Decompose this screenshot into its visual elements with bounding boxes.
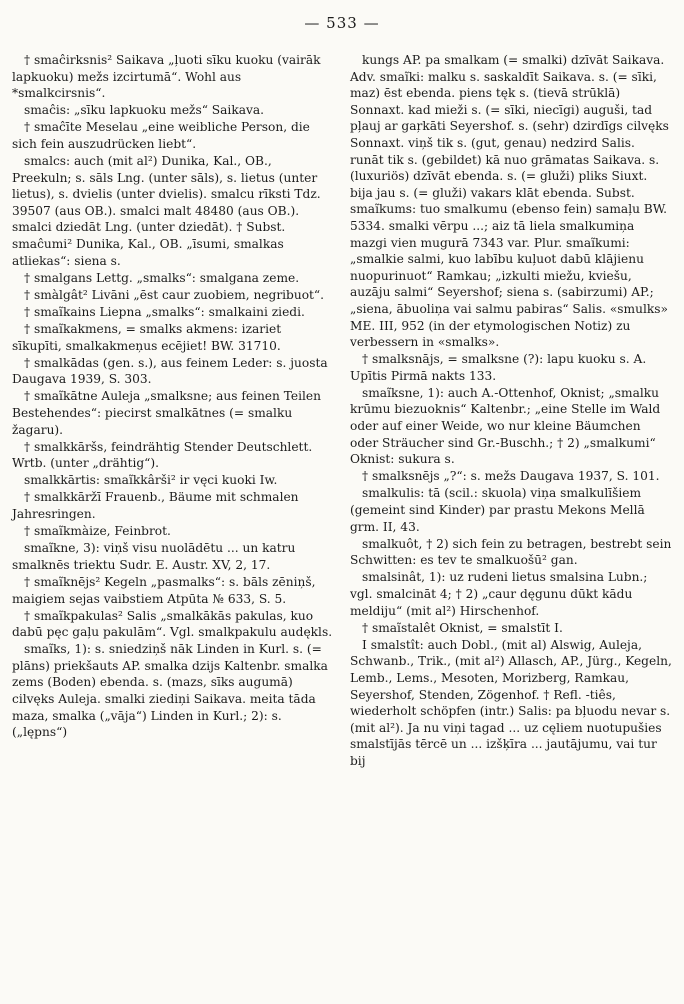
dictionary-entry: † smaĩkpakulas² Salis „smalkākās pakulas, kuo dabū pęc gaļu pakulām“. Vgl. smalkpakulu audękls. (12, 608, 333, 640)
dictionary-entry: I smalstît: auch Dobl., (mit al) Alswig, Auleja, Schwanb., Trik., (mit al²) Allasch, AP., Jürg., Kegeln, Lemb., Lems., Mesoten, Morizberg, Ramkau, Seyershof, Stenden, Zögenhof. † Refl. -tiês, wiederholt schöpfen (intr.) Salis: pa bļuodu nevar s. (mit al²). Ja nu viņi tagad ... uz cęliem nuotupušies smalstījās tērcē un ... izšķīra ... jautājumu, vai tur bij (350, 637, 672, 768)
dictionary-entry: smaĉis: „sīku lapkuoku mežs“ Saikava. (24, 103, 264, 118)
page-number: — 533 — (304, 14, 380, 32)
columns (12, 52, 672, 770)
dictionary-entry: † smalkkāršs, feindrähtig Stender Deutschlett. Wrtb. (unter „drähtig“). (12, 439, 313, 471)
right-column (350, 52, 672, 770)
dictionary-entry: smalkuôt, † 2) sich fein zu betragen, bestrebt sein Schwitten: es tev te smalkuošū² gan. (350, 536, 672, 568)
dictionary-entry: † smaĩkakmens, = smalks akmens: izariet sīkupīti, smalkakmeņus ecējiet! BW. 31710. (12, 322, 282, 353)
dictionary-entry: smaĩkne, 3): viņš visu nuolādētu ... un katru smalknēs triektu Sudr. E. Austr. XV, 2, 17. (12, 541, 296, 572)
dictionary-entry: † smaĉīte Meselau „eine weibliche Person, die sich fein auszudrücken liebt“. (12, 120, 310, 151)
dictionary-entry: † smalksnājs, = smalksne (?): lapu kuoku s. A. Upītis Pirmā nakts 133. (350, 352, 647, 383)
dictionary-entry: smalkkārtis: smaĩkkârši² ir vęci kuoki Iw. (24, 473, 278, 488)
dictionary-entry: † smalgans Lettg. „smalks“: smalgana zeme. (24, 270, 300, 285)
dictionary-entry: † smalkkāržī Frauenb., Bäume mit schmalen Jahresringen. (12, 490, 299, 522)
dictionary-entry: smalsinât, 1): uz rudeni lietus smalsina Lubn.; vgl. smalcināt 4; † 2) „caur dęgunu dūkt kādu meldiju“ (mit al²) Hirschenhof. (350, 570, 648, 618)
dictionary-entry: † smaĩknējs² Kegeln „pasmalks“: s. bāls zēniņš, maigiem sejas vaibstiem Atpūta № 633, S. 5. (12, 574, 316, 606)
dictionary-entry: smalkulis: tā (scil.: skuola) viņa smalkulīšiem (gemeint sind Kinder) par prastu Mekons Mellā grm. II, 43. (350, 486, 645, 534)
dictionary-entry: † smalksnējs „?“: s. mežs Daugava 1937, S. 101. (362, 469, 660, 484)
dictionary-entry: † smaĩstalêt Oknist, = smalstīt I. (362, 620, 563, 635)
dictionary-entry: † smaĩkmàize, Feinbrot. (24, 524, 171, 539)
dictionary-entry: smalcs: auch (mit al²) Dunika, Kal., OB., Preekuln; s. sāls Lng. (unter sāls), s. lietus (unter lietus), s. dvielis (unter dvielis). smalcu rīksti Tdz. 39507 (aus OB.). smalci malt 48480 (aus OB.). smalci dziedāt Lng. (unter dziedāt). † Subst. smaĉumi² Dunika, Kal., OB. „īsumi, smalkas atliekas“: siena s. (12, 154, 321, 268)
dictionary-entry: † smaĩkains Liepna „smalks“: smalkaini ziedi. (24, 304, 305, 319)
left-column (12, 52, 338, 770)
dictionary-entry: † smaĉirksnis² Saikava „ļuoti sīku kuoku (vairāk lapkuoku) mežs izcirtumā“. Wohl aus *smalkcirsnis“. (12, 53, 321, 101)
dictionary-entry: smaĩksne, 1): auch A.-Ottenhof, Oknist; „smalku krūmu biezuoknis“ Kaltenbr.; „eine Stelle im Wald oder auf einer Weide, wo nur kleine Bäumchen oder Sträucher sind Gr.-Buschh.; † 2) „smalkumi“ Oknist: sukura s. (350, 385, 661, 467)
dictionary-entry: kungs AP. pa smalkam (= smalki) dzīvāt Saikava. Adv. smaĩki: malku s. saskaldīt Saikava. s. (= sīki, maz) ēst ebenda. piens tęk s. (tievā strūklā) Sonnaxt. kad mieži s. (= sīki, niecīgi) auguši, tad pļauj ar gaŗkāti Seyershof. s. (sehr) dzirdīgs cilvęks Sonnaxt. viņš tik s. (gut, genau) nedzird Salis. runāt tik s. (gebildet) kā nuo grāmatas Saikava. s. (luxuriös) dzīvāt ebenda. s. (= gluži) pliks Siuxt. bija jau s. (= gluži) vakars klāt ebenda. Subst. smaĩkums: tuo smalkumu (ebenso fein) samaļu BW. 5334. smalki vērpu ...; aiz tā liela smalkumiņa mazgi vien mugurā 7343 var. Plur. smaĩkumi: „smalkie salmi, kuo labību kuļuot dabū klājienu nuopurinuot“ Ramkau; „izkulti miežu, kviešu, auzāju salmi“ Seyershof; siena s. (sabirzumi) AP.; „siena, ābuoliņa vai salmu pabiras“ Salis. «smulks» ME. III, 952 (in der etymologischen Notiz) zu verbessern in «smalks». (350, 53, 669, 350)
dictionary-entry: † smaĩkātne Auleja „smalksne; aus feinen Teilen Bestehendes“: piecirst smalkātnes (= smalku žagaru). (12, 389, 321, 437)
dictionary-entry: † smalkādas (gen. s.), aus feinem Leder: s. juosta Daugava 1939, S. 303. (12, 355, 328, 387)
dictionary-entry: † smàlgât² Livāni „ēst caur zuobiem, negribuot“. (24, 287, 325, 302)
dictionary-entry: smaĩks, 1): s. sniedziņš nāk Linden in Kurl. s. (= plāns) priekšauts AP. smalka dzijs Kaltenbr. smalka zems (Boden) ebenda. s. (mazs, sīks augumā) cilvęks Auleja. smalki ziediņi Saikava. meita tāda maza, smalka („vāja“) Linden in Kurl.; 2): s. („lępns“) (12, 642, 328, 740)
